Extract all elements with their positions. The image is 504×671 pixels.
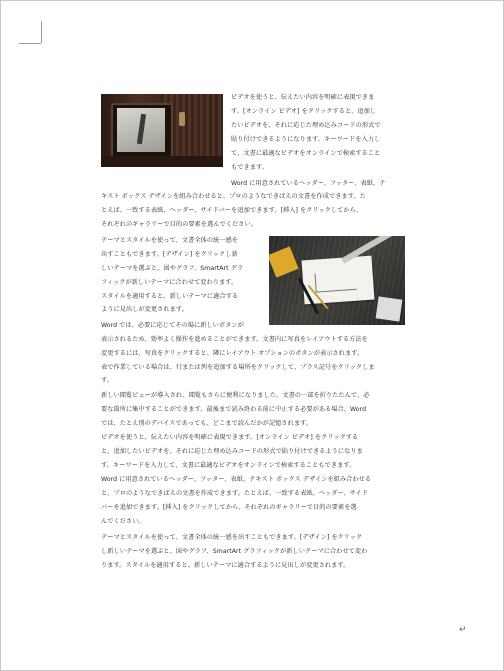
margin-corner-mark	[19, 43, 41, 44]
screen-figure	[137, 114, 146, 144]
body-line: す。キーワードを入力して、文書に最適なビデオをオンラインで検索することもできます。	[101, 462, 356, 469]
body-line: ります。スタイルを適用すると、新しいテーマに適合するように見出しが変更されます。	[101, 562, 350, 569]
body-line: もできます。	[231, 164, 268, 171]
body-line: 要な箇所に集中することができます。最後まで読み終わる前に中止する必要がある場合、Word	[101, 406, 367, 413]
desk-photo-image[interactable]	[269, 236, 405, 325]
sketch-drawing	[314, 271, 356, 293]
body-line: す。[オンライン ビデオ] をクリックすると、追加し	[231, 108, 377, 115]
body-line: ように見出しが変更されます。	[101, 306, 188, 313]
body-line: 表で作業している場合は、行または列を追加する場所をクリックして、プラス記号をクリックしま	[101, 364, 375, 371]
lamp	[179, 112, 185, 126]
body-line: とえば、一致する表紙、ヘッダー、サイドバーを追加できます。[挿入] をクリックしてから、	[101, 207, 363, 214]
body-line: バーを追加できます。[挿入] をクリックしてから、それぞれのギャラリーで目的の要素を選	[101, 504, 357, 511]
body-line: 出すこともできます。[デザイン] をクリックし新	[101, 251, 238, 258]
sketch-paper	[302, 256, 375, 305]
margin-corner-mark-vertical	[41, 21, 42, 43]
body-line: 貼り付けできるようになります。キーワードを入力し	[231, 136, 381, 143]
body-line: スタイルを適用すると、新しいテーマに適合する	[101, 293, 239, 300]
body-line: たいビデオを、それに応じた埋め込みコードの形式で	[231, 122, 381, 129]
body-line: んでください。	[101, 518, 145, 525]
body-line: て、文書に最適なビデオをオンラインで検索すること	[231, 150, 381, 157]
body-line: と、追加したいビデオを、それに応じた埋め込みコードの形式で貼り付けできるようになりま	[101, 448, 363, 455]
body-line: Word に用意されているヘッダー、フッター、表紙、テ	[231, 180, 386, 187]
paragraph-return-icon: ↵	[459, 625, 467, 635]
body-line: テーマとスタイルを使って、文書全体の統一感を出すこともできます。[デザイン] をクリック	[101, 534, 363, 541]
tv-photo-image[interactable]	[101, 94, 223, 167]
body-line: 表示されるため、効率よく操作を進めることができます。文書内に写真をレイアウトする方法を	[101, 336, 368, 343]
body-line: テーマとスタイルを使って、文書全体の統一感を	[101, 237, 238, 244]
body-line: 新しい閲覧ビューが導入され、閲覧もさらに便利になりました。文書の一部を折りたたんで、必	[101, 392, 370, 399]
body-line: ビデオを使うと、伝えたい内容を明確に表現できま	[231, 94, 375, 101]
body-line: す。	[101, 377, 113, 384]
card	[376, 296, 403, 321]
body-line: それぞれのギャラリーで目的の要素を選んでください。	[101, 221, 257, 228]
body-line: キスト ボックス デザインを組み合わせると、プロのようなできばえの文書を作成できます。た	[101, 193, 366, 200]
shelf	[101, 156, 223, 167]
body-line: では、たとえ別のデバイスであっても、どこまで読んだかが記憶されます。	[101, 420, 313, 427]
body-line: しいテーマを選ぶと、図やグラフ、SmartArt グラ	[101, 265, 244, 272]
tv-screen	[117, 108, 165, 152]
body-line: 変更するには、写真をクリックすると、隣にレイアウト オプションのボタンが表示されます。	[101, 350, 364, 357]
body-line: ビデオを使うと、伝えたい内容を明確に表現できます。[オンライン ビデオ] をクリックする	[101, 434, 359, 441]
body-line: Word では、必要に応じてその場に新しいボタンが	[101, 322, 244, 329]
body-line: フィックが新しいテーマに合わせて変わります。	[101, 279, 238, 286]
body-line: Word に用意されているヘッダー、フッター、表紙、テキスト ボックス デザインを組み合わせる	[101, 476, 372, 483]
body-line: し新しいテーマを選ぶと、図やグラフ、SmartArt グラフィックが新しいテーマに合わせて変わ	[101, 548, 368, 555]
body-line: と、プロのようなできばえの文書を作成できます。たとえば、一致する表紙、ヘッダー、サイド	[101, 490, 369, 497]
